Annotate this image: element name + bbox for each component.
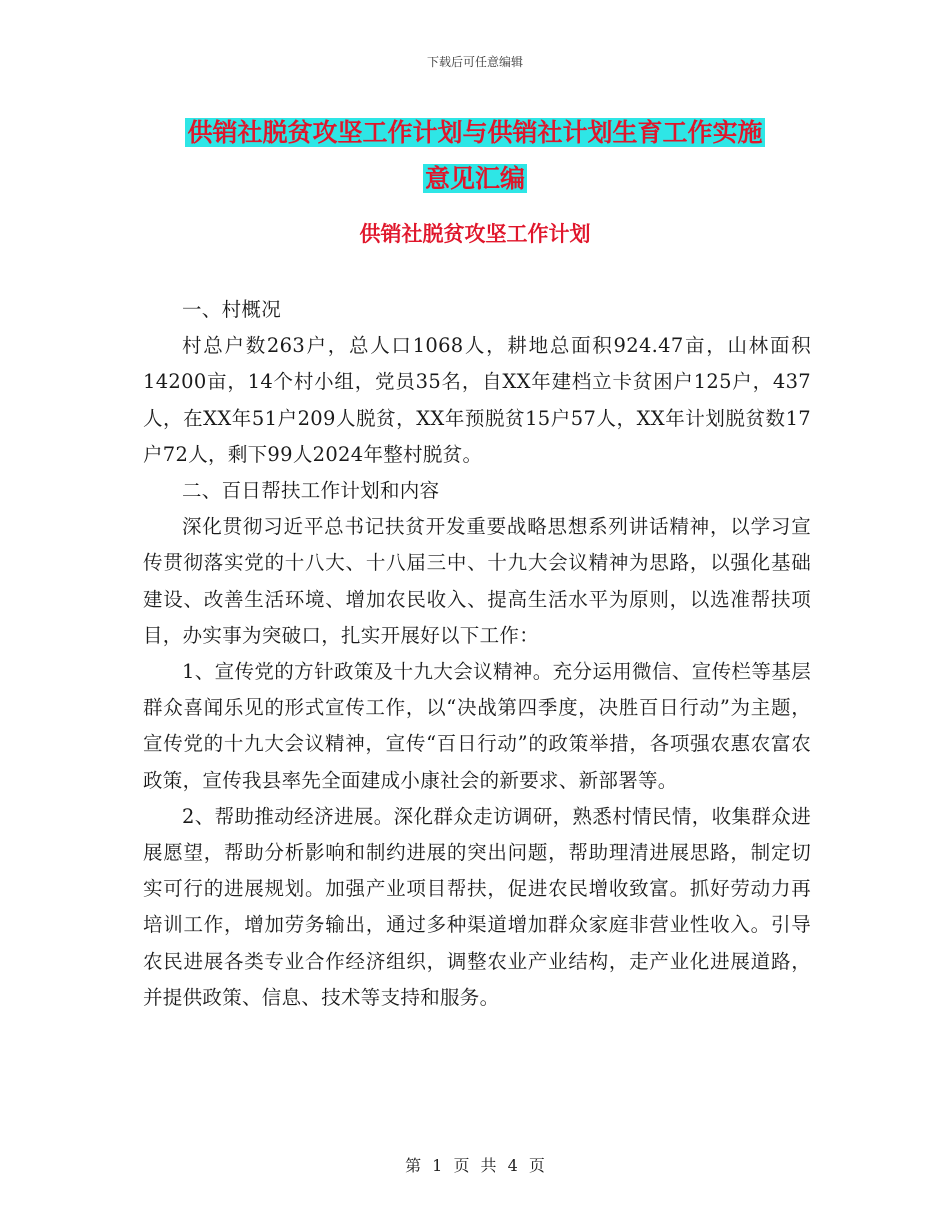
paragraph-village-stats: 村总户数263户，总人口1068人，耕地总面积924.47亩，山林面积14200亩，14个村小组，党员35名，自XX年建档立卡贫困户125户，437人，在XX年51户209人脱贫，XX年预脱贫15户57人，XX年计划脱贫数17户72人，剩下99人2024年整村脱贫。 bbox=[143, 334, 811, 466]
document-title-line-2: 意见汇编 bbox=[424, 164, 525, 193]
document-title bbox=[0, 110, 950, 202]
document-title-line-1: 供销社脱贫攻坚工作计划与供销社计划生育工作实施 bbox=[187, 118, 763, 147]
paragraph-item-1: 1、宣传党的方针政策及十九大会议精神。充分运用微信、宣传栏等基层群众喜闻乐见的形式宣传工作，以“决战第四季度，决胜百日行动”为主题，宣传党的十九大会议精神，宣传“百日行动”的政策举措，各项强农惠农富农政策，宣传我县率先全面建成小康社会的新要求、新部署等。 bbox=[143, 660, 811, 792]
section-title: 供销社脱贫攻坚工作计划 bbox=[359, 222, 591, 246]
heading-hundred-day-plan: 二、百日帮扶工作计划和内容 bbox=[182, 479, 440, 503]
document-body bbox=[143, 292, 811, 1016]
paragraph-guiding-principle: 深化贯彻习近平总书记扶贫开发重要战略思想系列讲话精神，以学习宣传贯彻落实党的十八大、十八届三中、十九大会议精神为思路，以强化基础建设、改善生活环境、增加农民收入、提高生活水平为原则，以选准帮扶项目，办实事为突破口，扎实开展好以下工作： bbox=[143, 515, 811, 647]
page-footer: 第 1 页 共 4 页 bbox=[405, 1156, 545, 1175]
heading-village-overview: 一、村概况 bbox=[182, 298, 282, 321]
paragraph-item-2: 2、帮助推动经济进展。深化群众走访调研，熟悉村情民情，收集群众进展愿望，帮助分析影响和制约进展的突出问题，帮助理清进展思路，制定切实可行的进展规划。加强产业项目帮扶，促进农民增收致富。抓好劳动力再培训工作，增加劳务输出，通过多种渠道增加群众家庭非营业性收入。引导农民进展各类专业合作经济组织，调整农业产业结构，走产业化进展道路，并提供政策、信息、技术等支持和服务。 bbox=[143, 804, 811, 1009]
header-note: 下载后可任意编辑 bbox=[426, 55, 523, 69]
